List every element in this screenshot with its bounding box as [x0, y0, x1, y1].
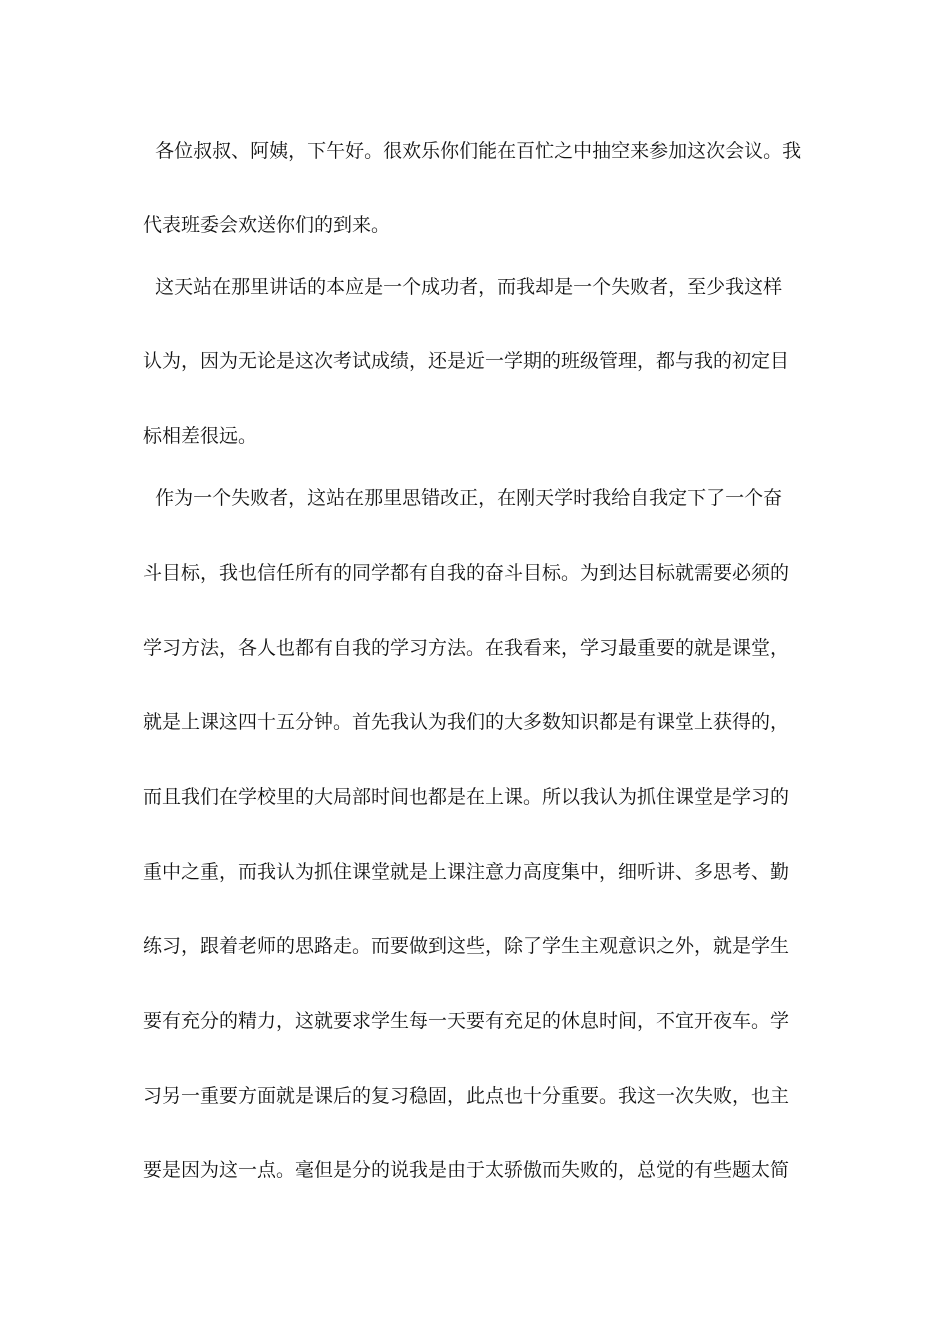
text-line-14: 习另一重要方面就是课后的复习稳固，此点也十分重要。我这一次失败，也主	[143, 1085, 790, 1107]
text-line-13: 要有充分的精力，这就要求学生每一天要有充足的休息时间，不宜开夜车。学	[143, 1010, 790, 1032]
text-line-3: 这天站在那里讲话的本应是一个成功者，而我却是一个失败者，至少我这样	[143, 276, 783, 298]
text-line-11: 重中之重，而我认为抓住课堂就是上课注意力高度集中，细听讲、多思考、勤	[143, 861, 790, 883]
text-line-12: 练习，跟着老师的思路走。而要做到这些，除了学生主观意识之外，就是学生	[143, 935, 790, 957]
text-line-2: 代表班委会欢送你们的到来。	[143, 214, 391, 236]
text-line-7: 斗目标，我也信任所有的同学都有自我的奋斗目标。为到达目标就需要必须的	[143, 562, 790, 584]
text-line-1: 各位叔叔、阿姨，下午好。很欢乐你们能在百忙之中抽空来参加这次会议。我	[143, 140, 802, 162]
text-line-15: 要是因为这一点。毫但是分的说我是由于太骄傲而失败的，总觉的有些题太简	[143, 1159, 790, 1181]
text-line-10: 而且我们在学校里的大局部时间也都是在上课。所以我认为抓住课堂是学习的	[143, 786, 790, 808]
text-line-9: 就是上课这四十五分钟。首先我认为我们的大多数知识都是有课堂上获得的，	[143, 711, 790, 733]
text-line-4: 认为，因为无论是这次考试成绩，还是近一学期的班级管理，都与我的初定目	[143, 350, 790, 372]
text-line-6: 作为一个失败者，这站在那里思错改正，在刚天学时我给自我定下了一个奋	[143, 487, 783, 509]
text-line-8: 学习方法，各人也都有自我的学习方法。在我看来，学习最重要的就是课堂，	[143, 637, 790, 659]
text-line-5: 标相差很远。	[143, 425, 258, 447]
